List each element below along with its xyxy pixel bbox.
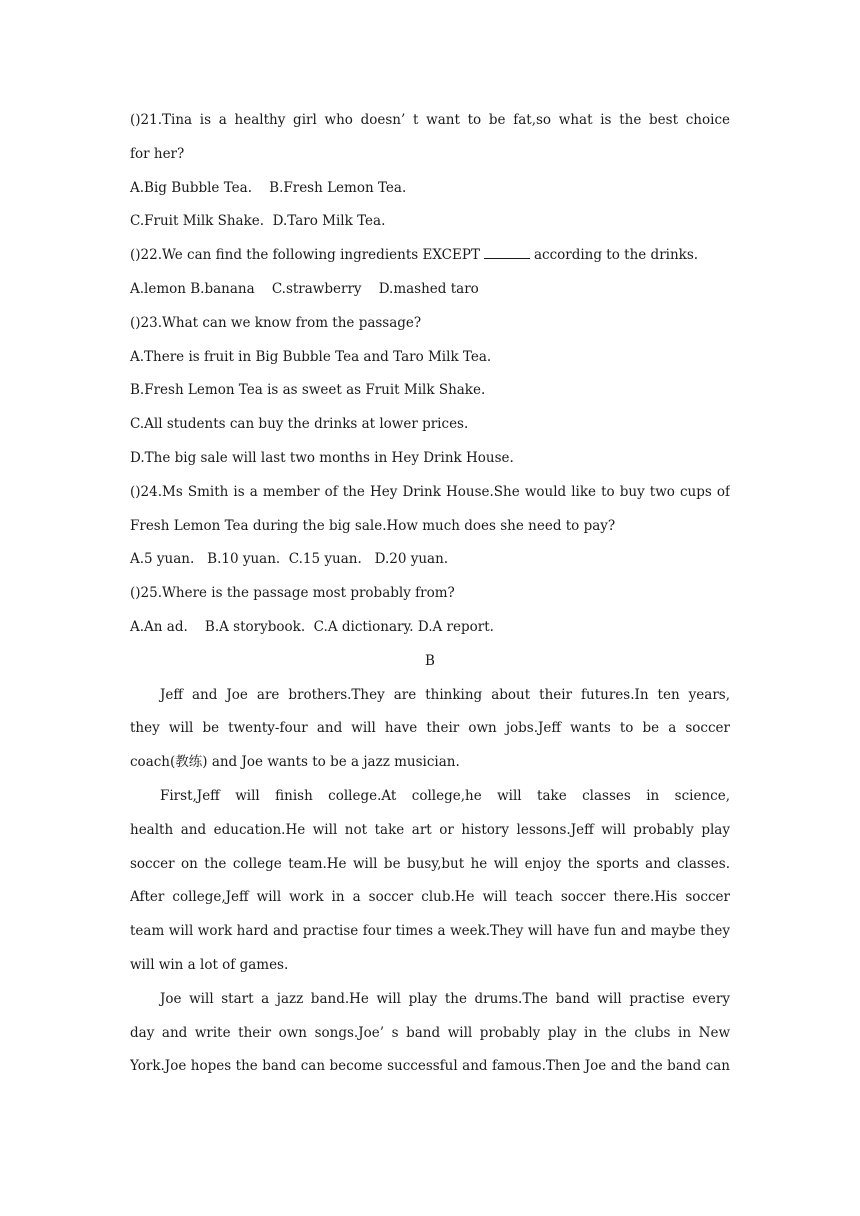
section-b-heading: B <box>425 652 435 669</box>
q23-option-b: B.Fresh Lemon Tea is as sweet as Fruit Milk Shake. <box>130 382 486 399</box>
q25-stem: ()25.Where is the passage most probably from? <box>130 585 455 602</box>
q22-stem <box>130 239 730 273</box>
document-page <box>130 104 730 1084</box>
q21-options-ab: A.Big Bubble Tea. B.Fresh Lemon Tea. <box>130 179 407 196</box>
q21-stem-line2: for her? <box>130 145 185 162</box>
q22-stem-before-blank: ()22.We can find the following ingredients EXCEPT <box>130 247 480 264</box>
p2-line: soccer on the college team.He will be busy,but he will enjoy the sports and classes. <box>130 855 730 872</box>
p3-line: York.Joe hopes the band can become successful and famous.Then Joe and the band can <box>130 1058 730 1075</box>
p3-line: day and write their own songs.Joe’ s band will probably play in the clubs in New <box>130 1024 730 1041</box>
p1-line: coach(教练) and Joe wants to be a jazz musician. <box>130 754 460 771</box>
q21-stem-line1: ()21.Tina is a healthy girl who doesn’ t want to be fat,so what is the best choice <box>130 112 730 128</box>
q22-stem-after-blank: according to the drinks. <box>533 247 699 264</box>
p1-line: Jeff and Joe are brothers.They are thinking about their futures.In ten years, <box>160 686 730 703</box>
q23-option-c: C.All students can buy the drinks at lower prices. <box>130 416 469 433</box>
p2-line: After college,Jeff will work in a soccer club.He will teach soccer there.His soccer <box>130 889 730 906</box>
q24-stem-line2: Fresh Lemon Tea during the big sale.How much does she need to pay? <box>130 517 616 534</box>
p2-line: will win a lot of games. <box>130 956 289 973</box>
q21-options-cd: C.Fruit Milk Shake. D.Taro Milk Tea. <box>130 213 386 230</box>
q23-stem: ()23.What can we know from the passage? <box>130 314 422 331</box>
p2-line: First,Jeff will finish college.At college,he will take classes in science, <box>160 787 730 804</box>
q24-stem-line1: ()24.Ms Smith is a member of the Hey Drink House.She would like to buy two cups of <box>130 483 730 500</box>
p2-line: health and education.He will not take art or history lessons.Jeff will probably play <box>130 821 730 838</box>
p1-line: they will be twenty-four and will have their own jobs.Jeff wants to be a soccer <box>130 720 730 737</box>
q24-options: A.5 yuan. B.10 yuan. C.15 yuan. D.20 yuan. <box>130 551 449 568</box>
p3-line: Joe will start a jazz band.He will play the drums.The band will practise every <box>160 990 730 1007</box>
q22-options: A.lemon B.banana C.strawberry D.mashed taro <box>130 280 479 297</box>
q25-options: A.An ad. B.A storybook. C.A dictionary. D.A report. <box>130 618 494 635</box>
p2-line: team will work hard and practise four times a week.They will have fun and maybe they <box>130 923 730 940</box>
q23-option-a: A.There is fruit in Big Bubble Tea and Taro Milk Tea. <box>130 348 492 365</box>
answer-blank <box>484 246 530 259</box>
q23-option-d: D.The big sale will last two months in Hey Drink House. <box>130 449 514 466</box>
